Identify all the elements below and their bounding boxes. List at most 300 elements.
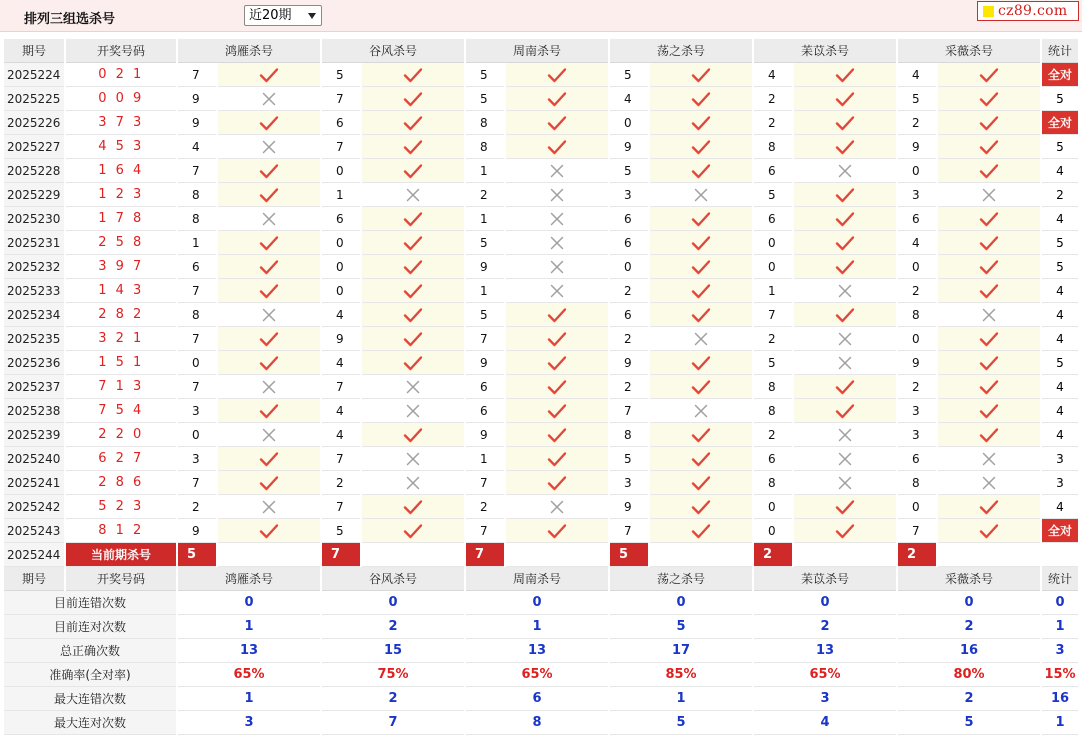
summary-value: 65%	[466, 663, 608, 687]
kill-number: 5	[754, 351, 792, 375]
kill-number: 6	[322, 111, 360, 135]
col-header-stat: 统计	[1042, 567, 1078, 591]
check-icon	[835, 139, 855, 153]
check-icon	[403, 331, 423, 345]
result-cell	[362, 159, 464, 183]
current-period-row	[4, 543, 1078, 567]
cross-icon	[262, 499, 276, 513]
check-icon	[547, 355, 567, 369]
summary-value: 0	[1042, 591, 1078, 615]
result-cell	[794, 327, 896, 351]
summary-value: 0	[178, 591, 320, 615]
summary-value: 1	[610, 687, 752, 711]
kill-number: 5	[610, 447, 648, 471]
result-cell	[650, 495, 752, 519]
summary-value: 16	[1042, 687, 1078, 711]
result-cell	[794, 183, 896, 207]
check-icon	[403, 307, 423, 321]
current-kill-number: 2	[754, 543, 792, 567]
kill-number: 2	[754, 327, 792, 351]
top-bar	[0, 0, 1082, 32]
result-cell	[650, 327, 752, 351]
kill-number: 9	[322, 327, 360, 351]
check-icon	[259, 187, 279, 201]
result-cell	[650, 447, 752, 471]
result-cell	[938, 375, 1040, 399]
check-icon	[403, 259, 423, 273]
result-cell	[362, 351, 464, 375]
result-cell	[218, 255, 320, 279]
check-icon	[835, 91, 855, 105]
table-row	[4, 279, 1078, 303]
kill-number: 0	[754, 255, 792, 279]
kill-number: 7	[898, 519, 936, 543]
result-cell	[506, 183, 608, 207]
col-header-winning: 开奖号码	[66, 567, 176, 591]
result-cell	[650, 231, 752, 255]
kill-number: 3	[898, 423, 936, 447]
check-icon	[835, 307, 855, 321]
result-cell	[938, 135, 1040, 159]
winning-number: 1 7 8	[66, 207, 176, 231]
check-icon	[979, 115, 999, 129]
table-row	[4, 159, 1078, 183]
result-cell	[794, 207, 896, 231]
summary-value: 65%	[754, 663, 896, 687]
table-row	[4, 87, 1078, 111]
kill-number: 2	[466, 183, 504, 207]
kill-number: 0	[898, 327, 936, 351]
check-icon	[835, 115, 855, 129]
check-icon	[259, 475, 279, 489]
kill-number: 7	[322, 375, 360, 399]
cross-icon	[262, 91, 276, 105]
kill-number: 8	[754, 135, 792, 159]
result-cell	[506, 63, 608, 87]
check-icon	[835, 235, 855, 249]
result-cell	[362, 135, 464, 159]
check-icon	[979, 355, 999, 369]
current-empty-cell	[362, 543, 464, 567]
cross-icon	[838, 475, 852, 489]
stat-count: 4	[1042, 375, 1078, 399]
summary-row	[4, 639, 1078, 663]
cross-icon	[982, 451, 996, 465]
cross-icon	[406, 451, 420, 465]
kill-number: 7	[178, 63, 216, 87]
cross-icon	[550, 163, 564, 177]
result-cell	[650, 87, 752, 111]
result-cell	[362, 303, 464, 327]
summary-value: 3	[754, 687, 896, 711]
winning-number: 6 2 7	[66, 447, 176, 471]
cross-icon	[262, 427, 276, 441]
result-cell	[650, 255, 752, 279]
result-cell	[506, 111, 608, 135]
kill-number: 5	[466, 231, 504, 255]
summary-value: 13	[754, 639, 896, 663]
result-cell	[938, 471, 1040, 495]
stat-count: 4	[1042, 327, 1078, 351]
result-cell	[794, 399, 896, 423]
kill-number: 9	[466, 423, 504, 447]
kill-number: 6	[754, 159, 792, 183]
kill-number: 6	[178, 255, 216, 279]
table-row	[4, 399, 1078, 423]
result-cell	[794, 519, 896, 543]
check-icon	[979, 163, 999, 177]
cross-icon	[550, 283, 564, 297]
check-icon	[547, 403, 567, 417]
summary-value: 8	[466, 711, 608, 735]
summary-value: 85%	[610, 663, 752, 687]
check-icon	[547, 67, 567, 81]
result-cell	[506, 231, 608, 255]
cross-icon	[838, 427, 852, 441]
summary-value: 5	[898, 711, 1040, 735]
cross-icon	[406, 187, 420, 201]
col-header-expert: 鸿雁杀号	[178, 567, 320, 591]
cross-icon	[694, 331, 708, 345]
check-icon	[979, 403, 999, 417]
cross-icon	[550, 259, 564, 273]
issue-number: 2025228	[4, 159, 64, 183]
kill-number: 4	[610, 87, 648, 111]
check-icon	[403, 67, 423, 81]
kill-number: 8	[466, 111, 504, 135]
kill-number: 8	[178, 183, 216, 207]
result-cell	[218, 87, 320, 111]
summary-row	[4, 711, 1078, 735]
winning-number: 4 5 3	[66, 135, 176, 159]
check-icon	[979, 379, 999, 393]
check-icon	[259, 235, 279, 249]
cross-icon	[406, 403, 420, 417]
result-cell	[506, 495, 608, 519]
kill-number: 9	[178, 519, 216, 543]
check-icon	[547, 91, 567, 105]
issue-number: 2025224	[4, 63, 64, 87]
kill-number: 7	[178, 279, 216, 303]
kill-number: 8	[178, 207, 216, 231]
kill-number: 9	[610, 135, 648, 159]
summary-value: 1	[178, 615, 320, 639]
issue-number: 2025234	[4, 303, 64, 327]
summary-row	[4, 591, 1078, 615]
result-cell	[362, 255, 464, 279]
table-row	[4, 471, 1078, 495]
current-kill-number: 5	[610, 543, 648, 567]
kill-number: 0	[754, 519, 792, 543]
result-cell	[938, 303, 1040, 327]
kill-number: 0	[178, 423, 216, 447]
kill-number: 5	[610, 159, 648, 183]
check-icon	[403, 283, 423, 297]
result-cell	[794, 63, 896, 87]
result-cell	[218, 135, 320, 159]
summary-label: 准确率(全对率)	[4, 663, 176, 687]
result-cell	[218, 207, 320, 231]
result-cell	[506, 351, 608, 375]
check-icon	[835, 499, 855, 513]
logo-text: cz89.com	[998, 3, 1068, 19]
result-cell	[506, 159, 608, 183]
check-icon	[979, 91, 999, 105]
issue-number: 2025227	[4, 135, 64, 159]
summary-value: 0	[466, 591, 608, 615]
kill-number: 2	[898, 375, 936, 399]
check-icon	[547, 475, 567, 489]
check-icon	[979, 499, 999, 513]
stat-count: 3	[1042, 447, 1078, 471]
summary-value: 13	[178, 639, 320, 663]
result-cell	[218, 519, 320, 543]
current-kill-number: 7	[466, 543, 504, 567]
kill-number: 1	[466, 279, 504, 303]
result-cell	[218, 279, 320, 303]
result-cell	[506, 135, 608, 159]
result-cell	[650, 519, 752, 543]
col-header-expert: 采薇杀号	[898, 567, 1040, 591]
check-icon	[835, 67, 855, 81]
check-icon	[259, 403, 279, 417]
check-icon	[691, 523, 711, 537]
kill-number: 7	[610, 399, 648, 423]
table-row	[4, 111, 1078, 135]
kill-number: 4	[898, 231, 936, 255]
kill-number: 2	[178, 495, 216, 519]
kill-number: 7	[466, 471, 504, 495]
kill-number: 0	[178, 351, 216, 375]
current-kill-number: 7	[322, 543, 360, 567]
result-cell	[506, 87, 608, 111]
col-header-winning: 开奖号码	[66, 39, 176, 63]
col-header-expert: 采薇杀号	[898, 39, 1040, 63]
all-correct-badge: 全对	[1042, 519, 1078, 543]
kill-number: 9	[610, 495, 648, 519]
issue-number: 2025241	[4, 471, 64, 495]
result-cell	[794, 111, 896, 135]
issue-number: 2025238	[4, 399, 64, 423]
summary-value: 65%	[178, 663, 320, 687]
check-icon	[691, 211, 711, 225]
check-icon	[979, 427, 999, 441]
all-correct-badge: 全对	[1042, 63, 1078, 87]
check-icon	[691, 67, 711, 81]
cross-icon	[406, 379, 420, 393]
kill-number: 2	[898, 111, 936, 135]
kill-number: 0	[754, 231, 792, 255]
stat-count: 4	[1042, 423, 1078, 447]
result-cell	[794, 471, 896, 495]
issue-number: 2025231	[4, 231, 64, 255]
issue-number: 2025235	[4, 327, 64, 351]
issue-number: 2025225	[4, 87, 64, 111]
cross-icon	[838, 355, 852, 369]
result-cell	[218, 471, 320, 495]
check-icon	[691, 379, 711, 393]
current-issue-number: 2025244	[4, 543, 64, 567]
check-icon	[979, 331, 999, 345]
col-header-expert: 谷风杀号	[322, 39, 464, 63]
result-cell	[650, 135, 752, 159]
cross-icon	[838, 283, 852, 297]
kill-number: 6	[610, 303, 648, 327]
result-cell	[506, 255, 608, 279]
summary-value: 7	[322, 711, 464, 735]
period-select-value: 近20期	[249, 8, 292, 23]
check-icon	[835, 523, 855, 537]
result-cell	[938, 327, 1040, 351]
kill-number: 2	[322, 471, 360, 495]
check-icon	[835, 403, 855, 417]
winning-number: 7 1 3	[66, 375, 176, 399]
table-row	[4, 207, 1078, 231]
kill-number: 0	[322, 159, 360, 183]
cross-icon	[982, 307, 996, 321]
result-cell	[794, 135, 896, 159]
kill-number: 2	[466, 495, 504, 519]
result-cell	[794, 231, 896, 255]
check-icon	[835, 259, 855, 273]
result-cell	[362, 327, 464, 351]
col-header-expert: 荡之杀号	[610, 567, 752, 591]
summary-value: 13	[466, 639, 608, 663]
result-cell	[650, 159, 752, 183]
result-cell	[218, 63, 320, 87]
period-select[interactable]	[244, 5, 322, 26]
result-cell	[938, 399, 1040, 423]
summary-label: 最大连错次数	[4, 687, 176, 711]
summary-row	[4, 687, 1078, 711]
result-cell	[650, 351, 752, 375]
kill-number: 5	[466, 303, 504, 327]
check-icon	[403, 355, 423, 369]
site-logo[interactable]	[977, 1, 1079, 21]
kill-number: 6	[898, 207, 936, 231]
result-cell	[794, 375, 896, 399]
kill-number: 3	[898, 399, 936, 423]
check-icon	[403, 139, 423, 153]
check-icon	[259, 331, 279, 345]
result-cell	[218, 231, 320, 255]
issue-number: 2025229	[4, 183, 64, 207]
kill-number: 5	[466, 87, 504, 111]
result-cell	[506, 375, 608, 399]
check-icon	[691, 451, 711, 465]
kill-number: 9	[178, 87, 216, 111]
winning-number: 3 9 7	[66, 255, 176, 279]
check-icon	[403, 211, 423, 225]
stat-count: 4	[1042, 279, 1078, 303]
result-cell	[362, 63, 464, 87]
kill-number: 5	[466, 63, 504, 87]
table-row	[4, 423, 1078, 447]
cross-icon	[838, 451, 852, 465]
result-cell	[794, 159, 896, 183]
issue-number: 2025236	[4, 351, 64, 375]
kill-number: 5	[322, 63, 360, 87]
kill-number: 7	[466, 327, 504, 351]
result-cell	[218, 399, 320, 423]
result-cell	[362, 375, 464, 399]
summary-value: 5	[610, 615, 752, 639]
cross-icon	[550, 499, 564, 513]
cross-icon	[262, 211, 276, 225]
result-cell	[506, 279, 608, 303]
kill-number: 2	[898, 279, 936, 303]
result-cell	[794, 351, 896, 375]
kill-number: 1	[178, 231, 216, 255]
kill-number: 3	[610, 183, 648, 207]
result-cell	[362, 279, 464, 303]
kill-number: 7	[178, 471, 216, 495]
kill-number: 7	[610, 519, 648, 543]
current-period-label: 当前期杀号	[66, 543, 176, 567]
result-cell	[362, 519, 464, 543]
col-header-issue: 期号	[4, 567, 64, 591]
issue-number: 2025243	[4, 519, 64, 543]
kill-number: 6	[754, 207, 792, 231]
result-cell	[506, 423, 608, 447]
kill-number: 2	[754, 423, 792, 447]
kill-number: 2	[610, 375, 648, 399]
issue-number: 2025242	[4, 495, 64, 519]
kill-number: 9	[466, 255, 504, 279]
kill-number: 4	[322, 303, 360, 327]
result-cell	[650, 423, 752, 447]
result-cell	[650, 303, 752, 327]
kill-number: 9	[898, 351, 936, 375]
result-cell	[650, 63, 752, 87]
check-icon	[403, 427, 423, 441]
col-header-expert: 鸿雁杀号	[178, 39, 320, 63]
result-cell	[938, 519, 1040, 543]
result-cell	[218, 351, 320, 375]
kill-number: 0	[610, 111, 648, 135]
kill-number: 3	[178, 399, 216, 423]
winning-number: 8 1 2	[66, 519, 176, 543]
summary-value: 15%	[1042, 663, 1078, 687]
kill-number: 0	[754, 495, 792, 519]
current-empty-cell	[794, 543, 896, 567]
summary-value: 80%	[898, 663, 1040, 687]
result-cell	[794, 495, 896, 519]
summary-row	[4, 615, 1078, 639]
check-icon	[691, 427, 711, 441]
cross-icon	[982, 475, 996, 489]
summary-label: 目前连对次数	[4, 615, 176, 639]
kill-number: 3	[610, 471, 648, 495]
check-icon	[259, 451, 279, 465]
kill-number: 0	[610, 255, 648, 279]
check-icon	[259, 67, 279, 81]
summary-value: 0	[322, 591, 464, 615]
check-icon	[835, 379, 855, 393]
stat-count: 5	[1042, 135, 1078, 159]
summary-label: 总正确次数	[4, 639, 176, 663]
result-cell	[650, 279, 752, 303]
kill-number: 8	[466, 135, 504, 159]
kill-number: 6	[610, 207, 648, 231]
kill-number: 1	[322, 183, 360, 207]
summary-value: 1	[1042, 711, 1078, 735]
check-icon	[691, 283, 711, 297]
kill-number: 4	[322, 399, 360, 423]
check-icon	[403, 235, 423, 249]
winning-number: 1 2 3	[66, 183, 176, 207]
cross-icon	[550, 187, 564, 201]
